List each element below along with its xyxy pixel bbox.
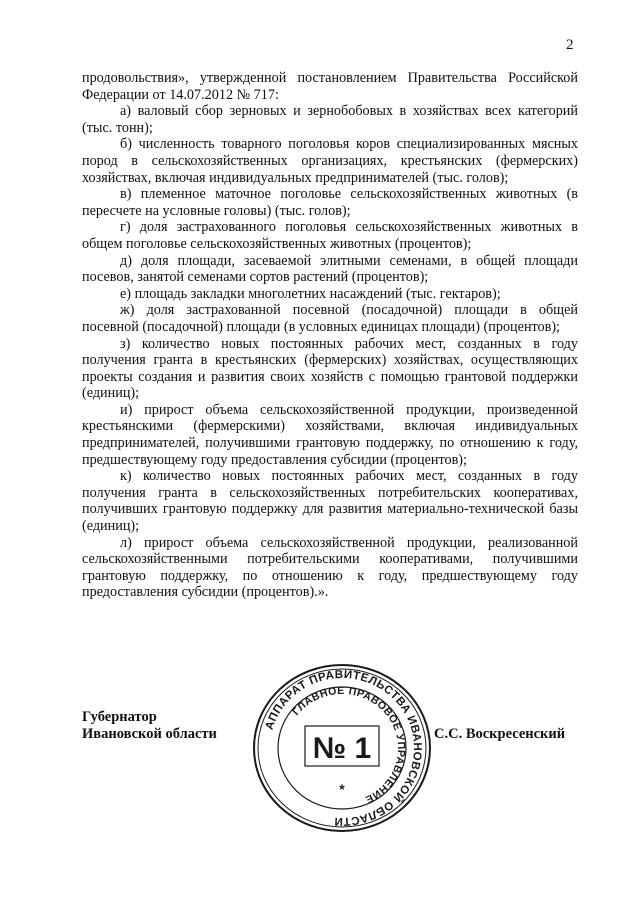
list-item-b: б) численность товарного поголовья коров специализированных мясных пород в сельскохозяйственных организациях, крестьянских (фермерских) хозяйствах, включая индивидуальных предпринимателей (тыс. голов); xyxy=(82,136,578,186)
list-item-g: г) доля застрахованного поголовья сельскохозяйственных животных в общем поголовье сельскохозяйственных животных (процентов); xyxy=(82,219,578,252)
stamp-number: № 1 xyxy=(312,732,372,765)
list-item-z: з) количество новых постоянных рабочих мест, созданных в году получения гранта в крестьянских (фермерских) хозяйствах, осуществляющих проекты создания и развития своих хозяйств с помощью грантовой поддержки (единиц); xyxy=(82,335,578,402)
signatory-name: С.С. Воскресенский xyxy=(434,726,566,742)
list-item-d: д) доля площади, засеваемой элитными семенами, в общей площади посевов, занятой семенами сортов растений (процентов); xyxy=(82,252,578,286)
list-item-l: л) прирост объема сельскохозяйственной продукции, реализованной сельскохозяйственными потребительскими кооперативами, получившими грантовую поддержку, по отношению к году, предшествующему году предоставления субсидии (процентов).». xyxy=(82,534,578,601)
list-item-zh: ж) доля застрахованной посевной (посадочной) площади в общей посевной (посадочной) площади (в условных единицах площади) (процентов); xyxy=(82,302,578,335)
page-number: 2 xyxy=(566,37,574,53)
stamp-outer-text: АППАРАТ ПРАВИТЕЛЬСТВА ИВАНОВСКОЙ ОБЛАСТИ xyxy=(263,668,424,828)
signatory-position-line1: Губернатор xyxy=(82,709,157,725)
official-stamp xyxy=(250,662,434,834)
stamp-star: * xyxy=(339,781,345,797)
list-item-i: и) прирост объема сельскохозяйственной продукции, произведенной крестьянскими (фермерскими) хозяйствами, включая индивидуальных предпринимателей, получившими грантовую поддержку, по отношению к году, предшествующему году предоставления субсидии (процентов); xyxy=(82,401,578,468)
body-text xyxy=(82,70,578,601)
list-item-k: к) количество новых постоянных рабочих мест, созданных в году получения гранта в сельскохозяйственных потребительских кооперативах, получивших грантовую поддержку для развития материально-технической базы (единиц); xyxy=(82,468,578,535)
list-item-e: е) площадь закладки многолетних насаждений (тыс. гектаров); xyxy=(120,285,501,302)
list-item-v: в) племенное маточное поголовье сельскохозяйственных животных (в пересчете на условные головы) (тыс. голов); xyxy=(82,186,578,219)
signatory-position-line2: Ивановской области xyxy=(82,726,217,742)
signatory-position xyxy=(82,709,217,743)
stamp-inner-text: ГЛАВНОЕ ПРАВОВОЕ УПРАВЛЕНИЕ xyxy=(290,684,408,806)
paragraph-intro: продовольствия», утвержденной постановлением Правительства Российской Федерации от 14.07.2012 № 717: xyxy=(82,70,578,103)
list-item-a: а) валовый сбор зерновых и зернобобовых в хозяйствах всех категорий (тыс. тонн); xyxy=(82,103,578,136)
